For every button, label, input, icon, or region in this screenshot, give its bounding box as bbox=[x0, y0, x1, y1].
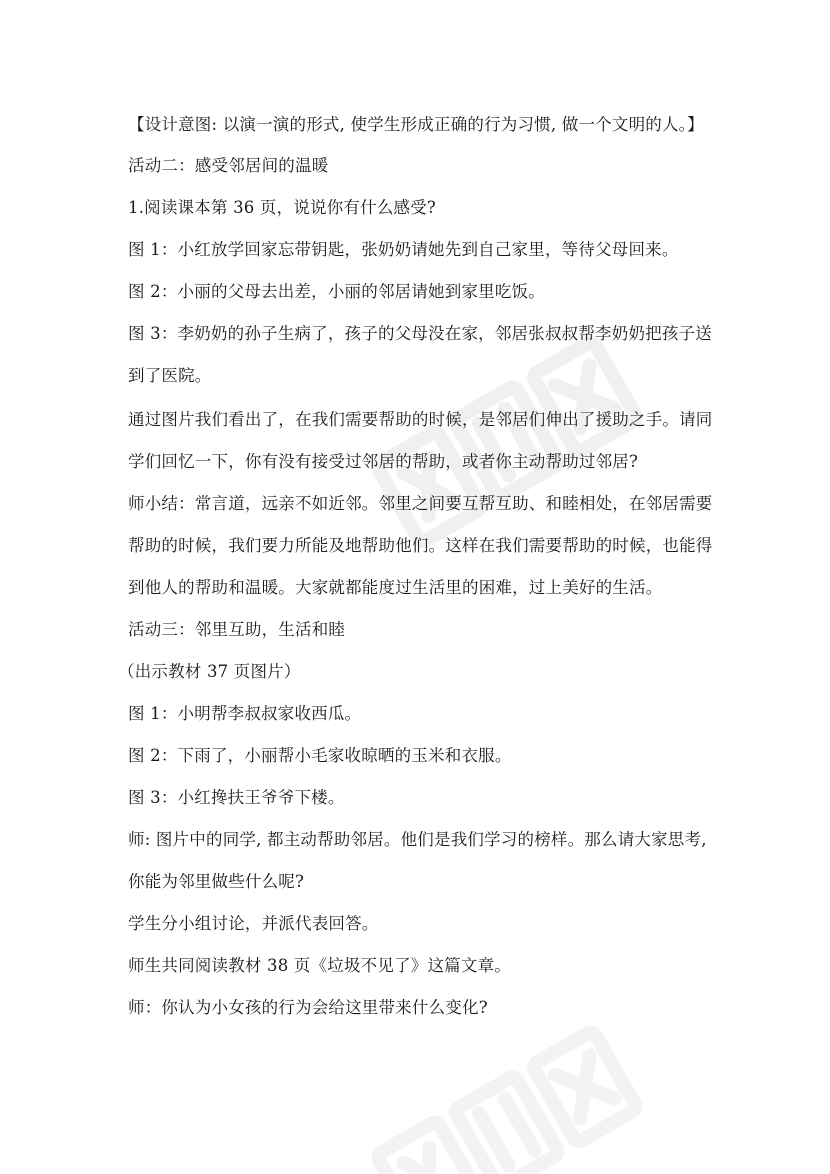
figure-1-line: 图 1：小红放学回家忘带钥匙，张奶奶请她先到自己家里，等待父母回来。 bbox=[128, 240, 679, 259]
activity-two-heading: 活动二：感受邻居间的温暖 bbox=[128, 156, 329, 175]
summary-line-2: 帮助的时候，我们要力所能及地帮助他们。这样在我们需要帮助的时候，也能得 bbox=[128, 536, 713, 555]
summary-line-3: 到他人的帮助和温暖。大家就都能度过生活里的困难，过上美好的生活。 bbox=[128, 578, 663, 597]
shared-reading-line: 师生共同阅读教材 38 页《垃圾不见了》这篇文章。 bbox=[128, 956, 511, 975]
teacher-question-line-2: 你能为邻里做些什么呢? bbox=[128, 872, 305, 891]
teacher-question-change-line: 师：你认为小女孩的行为会给这里带来什么变化? bbox=[128, 998, 488, 1017]
activity-three-heading: 活动三：邻里互助，生活和睦 bbox=[128, 620, 346, 639]
show-textbook-line: （出示教材 37 页图片） bbox=[118, 662, 301, 681]
summary-line-1: 师小结：常言道，远亲不如近邻。邻里之间要互帮互助、和睦相处，在邻居需要 bbox=[128, 494, 713, 513]
group-discussion-line: 学生分小组讨论，并派代表回答。 bbox=[128, 914, 379, 933]
figure-2-b-line: 图 2：下雨了，小丽帮小毛家收晾晒的玉米和衣服。 bbox=[128, 746, 512, 765]
figure-1-b-line: 图 1：小明帮李叔叔家收西瓜。 bbox=[128, 704, 362, 723]
figure-2-line: 图 2：小丽的父母去出差，小丽的邻居请她到家里吃饭。 bbox=[128, 282, 545, 301]
figure-3-line-cont: 到了医院。 bbox=[128, 366, 212, 385]
teacher-question-line-1: 师: 图片中的同学, 都主动帮助邻居。他们是我们学习的榜样。那么请大家思考, bbox=[128, 830, 707, 849]
reading-task-line: 1.阅读课本第 36 页，说说你有什么感受? bbox=[128, 198, 436, 217]
paragraph-help-line-2: 学们回忆一下，你有没有接受过邻居的帮助，或者你主动帮助过邻居? bbox=[128, 452, 639, 471]
paragraph-help-line-1: 通过图片我们看出了，在我们需要帮助的时候，是邻居们伸出了援助之手。请同 bbox=[128, 410, 713, 429]
figure-3-b-line: 图 3：小红搀扶王爷爷下楼。 bbox=[128, 788, 345, 807]
figure-3-line: 图 3：李奶奶的孙子生病了，孩子的父母没在家，邻居张叔叔帮李奶奶把孩子送 bbox=[128, 324, 712, 343]
design-intent-line: 【设计意图: 以演一演的形式, 使学生形成正确的行为习惯, 做一个文明的人。】 bbox=[128, 115, 704, 134]
